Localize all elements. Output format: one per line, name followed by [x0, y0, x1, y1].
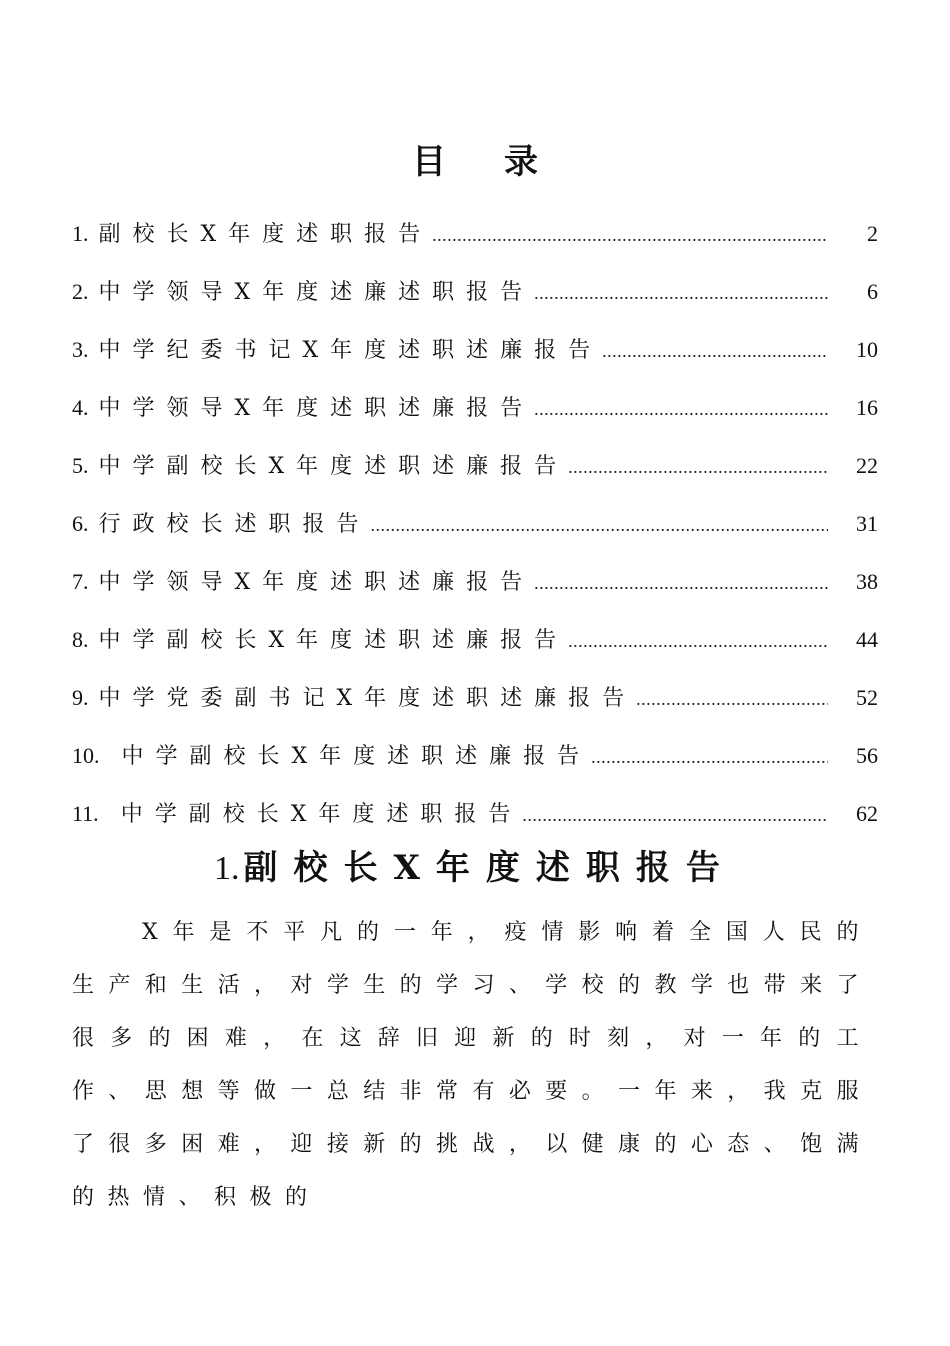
toc-leader-dots: [522, 793, 828, 837]
toc-item-number: 7.: [72, 569, 89, 594]
toc-item-number: 5.: [72, 453, 89, 478]
toc-leader-dots: [432, 213, 828, 257]
toc-item-title: 副校长X年度述职报告: [98, 222, 433, 247]
toc-item[interactable]: [72, 502, 878, 560]
toc-leader-dots: [534, 271, 828, 315]
toc-item-number: 1.: [72, 221, 89, 246]
toc-item-number: 11.: [72, 801, 99, 826]
toc-item-title: 中学领导X年度述职述廉报告: [98, 396, 535, 421]
toc-item-title: 行政校长述职报告: [98, 512, 371, 537]
section-title-text: 副校长X年度述职报告: [243, 848, 736, 888]
toc-item-number: 3.: [72, 337, 89, 362]
toc-item-page: 38: [856, 569, 878, 594]
toc-item-title: 中学副校长X年度述职报告: [120, 802, 523, 827]
toc-item-number: 10.: [72, 743, 100, 768]
toc-item-title: 中学副校长X年度述职述廉报告: [98, 628, 569, 653]
toc-item-title: 中学纪委书记X年度述职述廉报告: [98, 338, 603, 363]
toc-item-page: 56: [856, 743, 878, 768]
toc-leader-dots: [591, 735, 828, 779]
toc-item[interactable]: [72, 676, 878, 734]
section-heading: [0, 842, 950, 895]
toc-item[interactable]: [72, 734, 878, 792]
toc-item-page: 22: [856, 453, 878, 478]
toc-leader-dots: [636, 677, 828, 721]
body-paragraph: X年是不平凡的一年，疫情影响着全国人民的生产和生活，对学生的学习、学校的教学也带来了很多的困难，在这辞旧迎新的时刻，对一年的工作、思想等做一总结非常有必要。一年来，我克服了很多困难，迎接新的挑战，以健康的心态、饱满的热情、积极的: [72, 920, 872, 1210]
toc-item-page: 31: [856, 511, 878, 536]
toc-item-title: 中学领导X年度述职述廉报告: [98, 570, 535, 595]
toc-item-page: 2: [867, 221, 878, 246]
toc-item[interactable]: [72, 386, 878, 444]
toc-item[interactable]: [72, 328, 878, 386]
toc-item[interactable]: [72, 270, 878, 328]
section-number: 1.: [214, 850, 240, 887]
toc-item-page: 10: [856, 337, 878, 362]
toc-item[interactable]: [72, 444, 878, 502]
toc-leader-dots: [534, 387, 828, 431]
toc-item[interactable]: [72, 618, 878, 676]
toc-leader-dots: [602, 329, 828, 373]
toc-item-page: 52: [856, 685, 878, 710]
toc-item-number: 6.: [72, 511, 89, 536]
toc-leader-dots: [568, 619, 828, 663]
toc-item-title: 中学副校长X年度述职述廉报告: [121, 744, 592, 769]
toc-item-page: 44: [856, 627, 878, 652]
toc-item-number: 2.: [72, 279, 89, 304]
toc-item-title: 中学领导X年度述廉述职报告: [98, 280, 535, 305]
toc-item[interactable]: [72, 212, 878, 270]
toc-title: 目录: [412, 142, 596, 182]
toc-leader-dots: [534, 561, 828, 605]
toc-list: [72, 212, 878, 850]
toc-item-number: 4.: [72, 395, 89, 420]
toc-leader-dots: [371, 503, 828, 547]
toc-item[interactable]: [72, 560, 878, 618]
toc-item-number: 9.: [72, 685, 89, 710]
toc-item-title: 中学党委副书记X年度述职述廉报告: [98, 686, 637, 711]
toc-item-page: 6: [867, 279, 878, 304]
toc-item-page: 62: [856, 801, 878, 826]
toc-item-title: 中学副校长X年度述职述廉报告: [98, 454, 569, 479]
toc-item-number: 8.: [72, 627, 89, 652]
toc-leader-dots: [568, 445, 828, 489]
toc-item-page: 16: [856, 395, 878, 420]
